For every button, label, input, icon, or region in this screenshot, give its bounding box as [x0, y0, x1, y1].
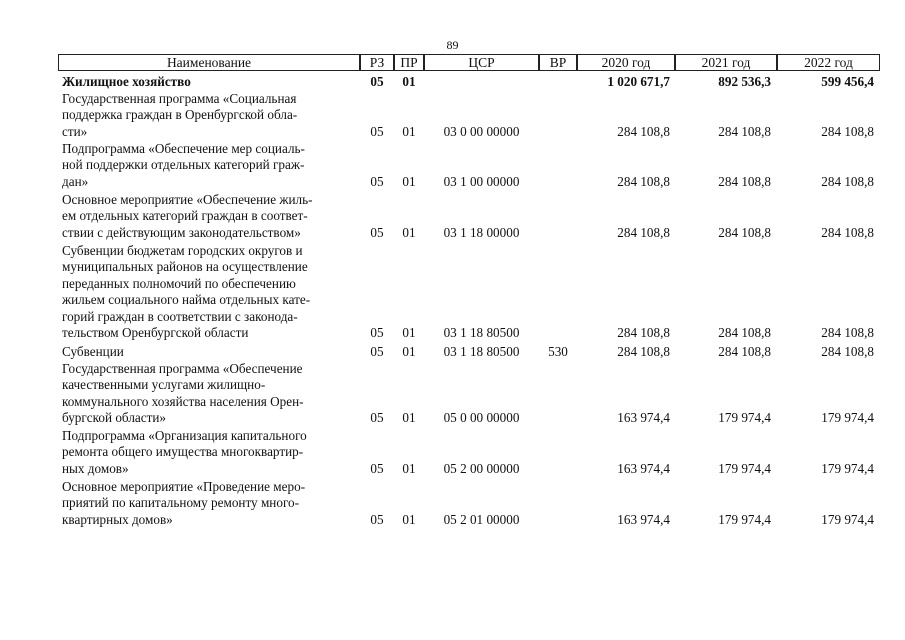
cell-y2022: 284 108,8: [821, 325, 874, 340]
cell-y2020: 163 974,4: [617, 511, 670, 527]
cell-y2021: 179 974,4: [718, 511, 771, 527]
cell-rz: 05: [370, 224, 384, 240]
header-rz: РЗ: [360, 54, 394, 71]
cell-y2022: 284 108,8: [821, 344, 874, 359]
row-name: Подпрограмма «Организация капитального ремонта общего имущества многоквартир- ных домов»: [62, 428, 307, 476]
cell-pr: 01: [402, 410, 416, 426]
cell-rz: 05: [370, 173, 384, 189]
cell-y2020: 284 108,8: [617, 224, 670, 240]
cell-rz: 05: [370, 74, 384, 89]
header-2022: 2022 год: [777, 54, 880, 71]
cell-pr: 01: [402, 123, 416, 139]
cell-pr: 01: [402, 173, 416, 189]
cell-rz: 05: [370, 460, 384, 476]
row-name: Основное мероприятие «Обеспечение жиль- ем отдельных категорий граждан в соответ- ствии с действующим законодательством»: [62, 192, 313, 240]
cell-csr: 03 1 00 00000: [443, 173, 520, 189]
cell-pr: 01: [402, 460, 416, 476]
cell-pr: 01: [402, 224, 416, 240]
cell-csr: 03 1 18 00000: [443, 224, 520, 240]
cell-csr: 05 0 00 00000: [443, 410, 520, 426]
cell-rz: 05: [370, 344, 384, 359]
header-name: Наименование: [58, 54, 360, 71]
cell-y2020: 163 974,4: [617, 460, 670, 476]
cell-y2020: 284 108,8: [617, 123, 670, 139]
row-name: Жилищное хозяйство: [62, 74, 191, 89]
cell-y2021: 284 108,8: [718, 224, 771, 240]
cell-pr: 01: [402, 344, 416, 359]
cell-y2021: 284 108,8: [718, 325, 771, 340]
cell-vr: 530: [548, 344, 568, 359]
cell-rz: 05: [370, 123, 384, 139]
cell-pr: 01: [402, 74, 416, 89]
row-name: Государственная программа «Социальная поддержка граждан в Оренбургской обла- сти»: [62, 91, 298, 139]
cell-rz: 05: [370, 410, 384, 426]
cell-y2020: 1 020 671,7: [607, 74, 670, 89]
row-name: Основное мероприятие «Проведение меро- приятий по капитальному ремонту много- квартирных домов»: [62, 479, 306, 527]
cell-pr: 01: [402, 325, 416, 340]
cell-csr: 05 2 01 00000: [443, 511, 520, 527]
row-name: Подпрограмма «Обеспечение мер социаль- ной поддержки отдельных категорий граж- дан»: [62, 141, 305, 189]
cell-pr: 01: [402, 511, 416, 527]
header-2021: 2021 год: [675, 54, 777, 71]
cell-y2020: 163 974,4: [617, 410, 670, 426]
cell-csr: 03 1 18 80500: [443, 325, 520, 340]
cell-y2021: 179 974,4: [718, 460, 771, 476]
cell-y2020: 284 108,8: [617, 344, 670, 359]
cell-csr: 05 2 00 00000: [443, 460, 520, 476]
cell-y2022: 179 974,4: [821, 410, 874, 426]
cell-y2020: 284 108,8: [617, 325, 670, 340]
header-pr: ПР: [394, 54, 424, 71]
cell-y2022: 284 108,8: [821, 123, 874, 139]
cell-y2022: 179 974,4: [821, 511, 874, 527]
cell-y2021: 284 108,8: [718, 344, 771, 359]
row-name: Субвенции бюджетам городских округов и муниципальных районов на осуществление переданных полномочий по обеспечению жильем социального найма отдельных кате- горий граждан в соответствии с законода- тельством Оренбургской области: [62, 243, 311, 341]
header-2020: 2020 год: [577, 54, 675, 71]
cell-y2021: 179 974,4: [718, 410, 771, 426]
cell-rz: 05: [370, 511, 384, 527]
row-name: Субвенции: [62, 344, 124, 359]
cell-y2021: 284 108,8: [718, 123, 771, 139]
cell-y2021: 892 536,3: [718, 74, 771, 89]
header-csr: ЦСР: [424, 54, 539, 71]
header-vr: ВР: [539, 54, 577, 71]
cell-csr: 03 1 18 80500: [443, 344, 520, 359]
row-name: Государственная программа «Обеспечение качественными услугами жилищно- коммунального хозяйства населения Орен- бургской области»: [62, 361, 304, 426]
cell-y2021: 284 108,8: [718, 173, 771, 189]
cell-y2022: 599 456,4: [821, 74, 874, 89]
cell-y2020: 284 108,8: [617, 173, 670, 189]
cell-rz: 05: [370, 325, 384, 340]
cell-csr: 03 0 00 00000: [443, 123, 520, 139]
cell-y2022: 284 108,8: [821, 173, 874, 189]
cell-y2022: 284 108,8: [821, 224, 874, 240]
cell-y2022: 179 974,4: [821, 460, 874, 476]
page-number: 89: [446, 38, 459, 52]
